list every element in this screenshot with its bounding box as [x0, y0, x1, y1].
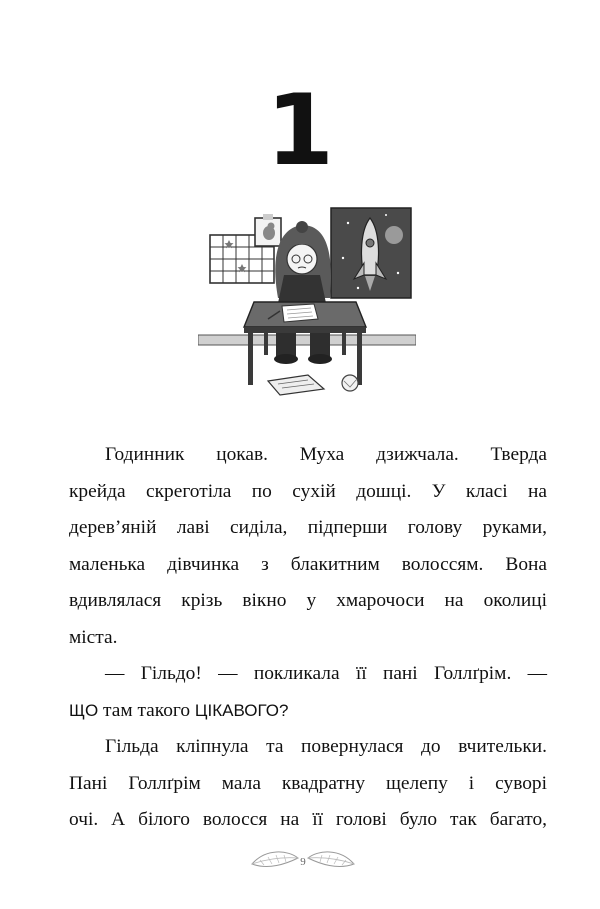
page-footer	[248, 838, 358, 882]
classroom-illustration	[198, 203, 416, 399]
paragraph-line: дерев’яній лаві сиділа, підперши голову руками,	[69, 517, 547, 538]
chapter-number: 1	[265, 74, 335, 188]
paragraph-line: маленька дівчинка з блакитним волоссям. Вона	[69, 553, 547, 575]
paragraph-line: Гільда кліпнула та повернулася до вчительки.	[105, 736, 547, 757]
paragraph-line: очі. А білого волосся на її голові було так багато,	[69, 809, 547, 830]
page-number: 9	[300, 856, 306, 868]
feather-left-icon	[252, 852, 298, 867]
paragraph-line: міста.	[69, 626, 118, 648]
paragraph-line: вдивлялася крізь вікно у хмарочоси на околиці	[69, 590, 547, 611]
emphasis-text: ЦІКАВОГО	[194, 700, 279, 720]
feather-right-icon	[308, 852, 354, 867]
paragraph-line: Годинник цокав. Муха дзижчала. Тверда	[105, 444, 547, 465]
bird-picture-icon	[255, 214, 281, 246]
emphasis-text: ЩО	[69, 700, 99, 720]
paragraph-line: крейда скреготіла по сухій дошці. У класі на	[69, 480, 547, 502]
paragraph-line: Пані Голлґрім мала квадратну щелепу і суворі	[69, 772, 547, 794]
dialogue-text: там такого	[98, 699, 195, 721]
body-text	[69, 437, 547, 839]
dialogue-line: — Гільдо! — покликала її пані Голлґрім. —	[105, 663, 547, 684]
emphasis-text: ?	[278, 700, 289, 720]
dialogue-line	[69, 693, 547, 730]
floor-papers	[268, 375, 358, 395]
rocket-poster-icon	[331, 208, 411, 298]
